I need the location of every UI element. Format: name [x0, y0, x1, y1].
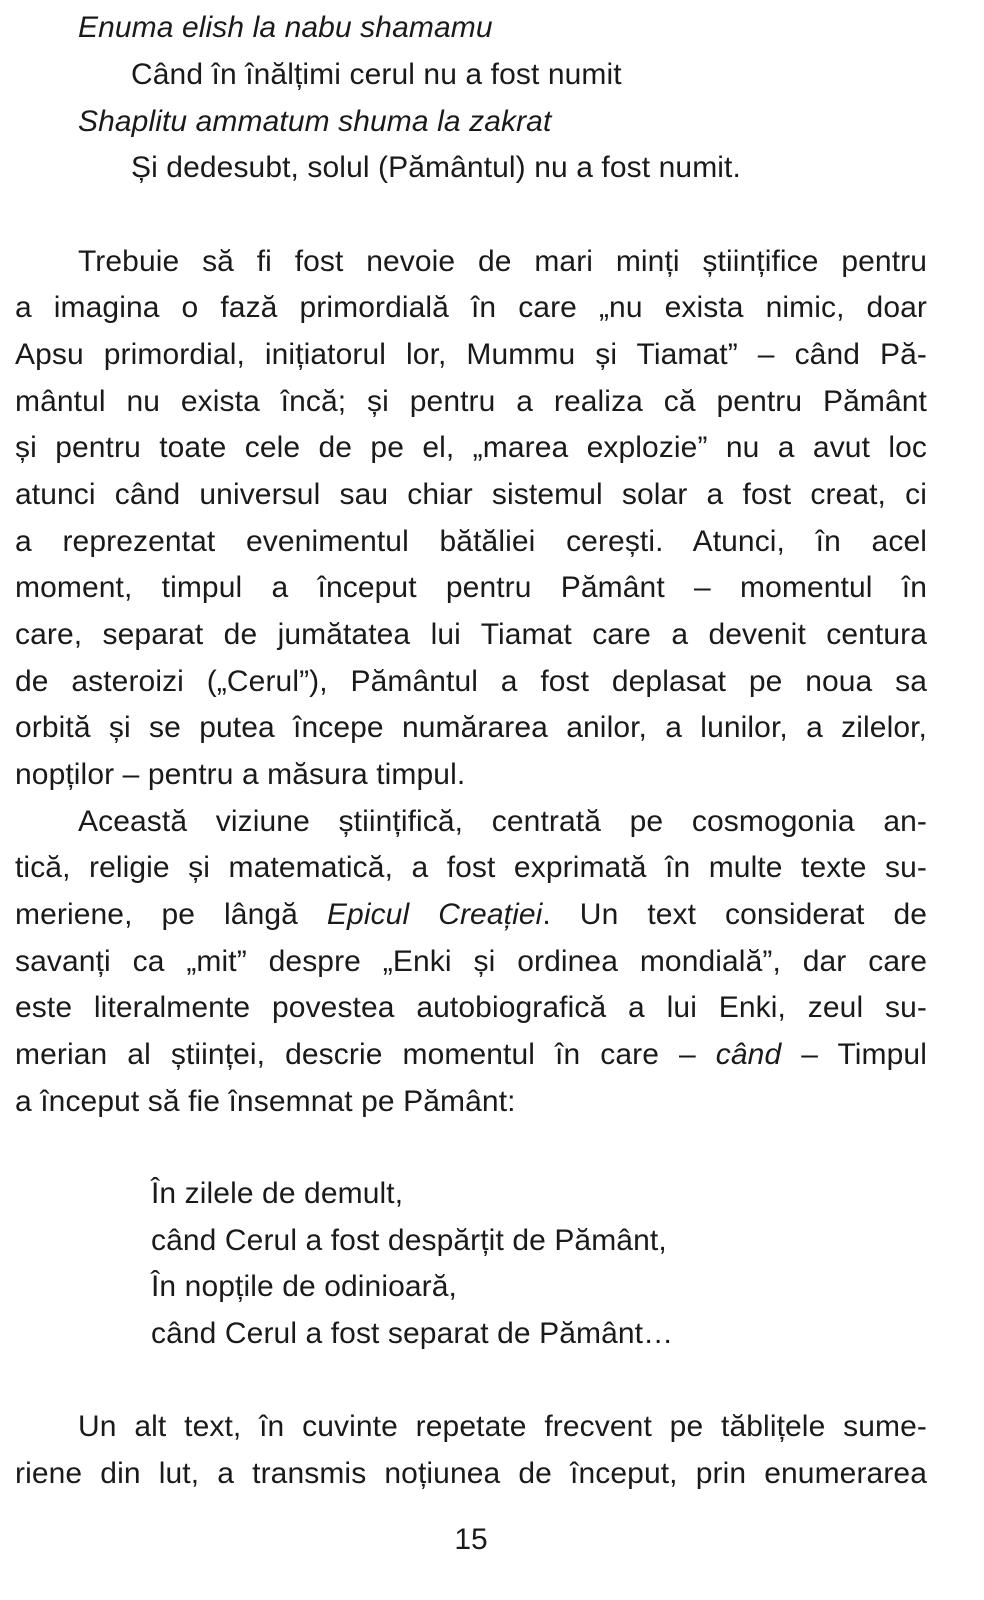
paragraph3-line-2: riene din lut, a transmis noțiunea de început, prin enumerarea	[15, 1457, 927, 1490]
page-number: 15	[454, 1523, 488, 1556]
book-title-epicul-creatiei: Epicul Creației	[326, 898, 543, 931]
paragraph1-line-11: orbită și se putea începe numărarea anilor, a lunilor, a zilelor,	[15, 711, 927, 744]
paragraph2-line-6-before: merian al științei, descrie momentul în care –	[15, 1038, 716, 1071]
paragraph2-line-1: Această viziune științifică, centrată pe cosmogonia an-	[78, 805, 927, 838]
paragraph1-line-10: de asteroizi („Cerul”), Pământul a fost deplasat pe noua sa	[15, 665, 927, 698]
paragraph1-line-1: Trebuie să fi fost nevoie de mari minți științifice pentru	[78, 245, 927, 278]
paragraph1-line-2: a imagina o fază primordială în care „nu exista nimic, doar	[15, 291, 927, 324]
paragraph1-line-5: și pentru toate cele de pe el, „marea explozie” nu a avut loc	[15, 431, 927, 464]
verse-middle-line-4: când Cerul a fost separat de Pământ…	[151, 1317, 674, 1350]
paragraph2-line-4: savanți ca „mit” despre „Enki și ordinea mondială”, dar care	[15, 945, 927, 978]
paragraph1-line-8: moment, timpul a început pentru Pământ – momentul în	[15, 571, 927, 604]
paragraph2-line-7: a început să fie însemnat pe Pământ:	[15, 1085, 516, 1118]
verse-middle-line-3: În nopțile de odinioară,	[151, 1270, 457, 1303]
emphasis-cand: când	[715, 1038, 782, 1071]
paragraph3-line-1: Un alt text, în cuvinte repetate frecvent pe tăblițele sume-	[78, 1410, 927, 1443]
paragraph1-line-6: atunci când universul sau chiar sistemul solar a fost creat, ci	[15, 478, 927, 511]
verse-top-line-3: Shaplitu ammatum shuma la zakrat	[78, 105, 552, 138]
paragraph2-line-6	[15, 1031, 927, 1078]
verse-top-line-2: Când în înălțimi cerul nu a fost numit	[131, 58, 622, 91]
paragraph2-line-3-before: meriene, pe lângă	[15, 898, 327, 931]
paragraph2-line-3	[15, 891, 927, 938]
paragraph1-line-4: mântul nu exista încă; și pentru a realiza că pentru Pământ	[15, 385, 927, 418]
paragraph1-line-9: care, separat de jumătatea lui Tiamat care a devenit centura	[15, 618, 927, 651]
verse-middle-line-1: În zilele de demult,	[151, 1177, 404, 1210]
verse-middle-line-2: când Cerul a fost despărțit de Pământ,	[151, 1224, 667, 1257]
book-page	[15, 0, 927, 1600]
paragraph2-line-2: tică, religie și matematică, a fost exprimată în multe texte su-	[15, 851, 927, 884]
verse-top-line-1: Enuma elish la nabu shamamu	[78, 11, 493, 44]
paragraph1-line-3: Apsu primordial, inițiatorul lor, Mummu și Tiamat” – când Pă-	[15, 338, 927, 371]
paragraph2-line-3-after: . Un text considerat de	[542, 898, 928, 931]
paragraph1-line-7: a reprezentat evenimentul bătăliei cerești. Atunci, în acel	[15, 525, 927, 558]
paragraph1-line-12: nopților – pentru a măsura timpul.	[15, 758, 466, 791]
paragraph2-line-5: este literalmente povestea autobiografică a lui Enki, zeul su-	[15, 991, 927, 1024]
verse-top-line-4: Și dedesubt, solul (Pământul) nu a fost numit.	[131, 151, 741, 184]
paragraph2-line-6-after: – Timpul	[781, 1038, 927, 1071]
